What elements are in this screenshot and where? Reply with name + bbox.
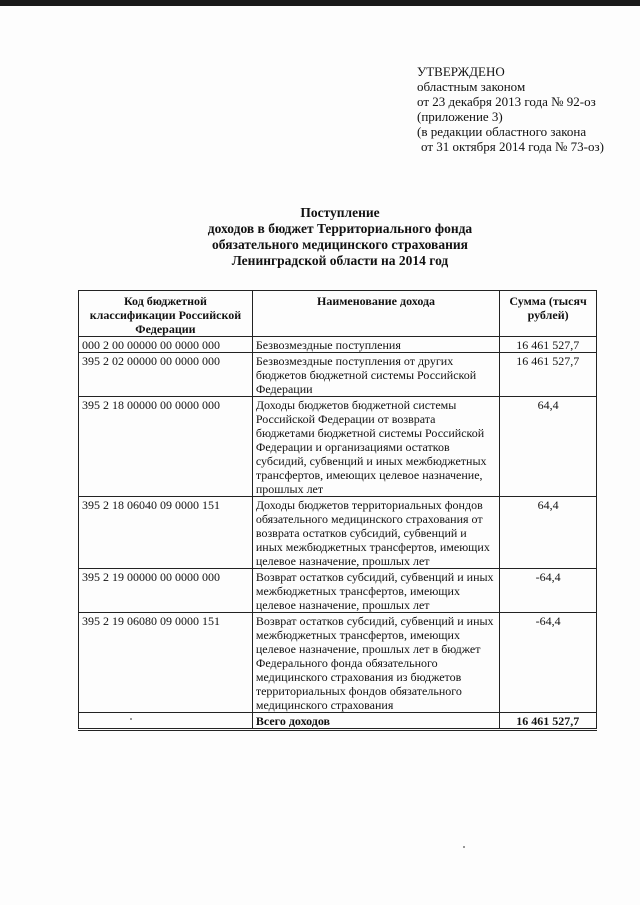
row-code: 395 2 19 00000 00 0000 000 [79, 569, 253, 613]
approval-line-2: областным законом [417, 79, 526, 94]
table-row [79, 397, 597, 497]
total-row [79, 713, 597, 730]
table-row [79, 569, 597, 613]
approval-line-3: от 23 декабря 2013 года № 92-оз [417, 94, 596, 109]
row-code: 395 2 18 00000 00 0000 000 [79, 397, 253, 497]
header-name: Наименование дохода [252, 291, 499, 337]
row-name: Возврат остатков субсидий, субвенций и иных межбюджетных трансфертов, имеющих целевое назначение, прошлых лет в бюджет Федерального фонда обязательного медицинского страхования из бюджетов территориальных фондов обязательного медицинского страхования [252, 613, 499, 713]
total-sum: 16 461 527,7 [500, 713, 597, 730]
approval-line-4: (приложение 3) [417, 109, 503, 124]
approval-line-6: от 31 октября 2014 года № 73-оз) [421, 139, 604, 154]
row-sum: 64,4 [500, 397, 597, 497]
row-name: Доходы бюджетов территориальных фондов обязательного медицинского страхования от возврата остатков субсидий, субвенций и иных межбюджетных трансфертов, имеющих целевое назначение, прошлых лет [252, 497, 499, 569]
header-sum: Сумма (тысяч рублей) [500, 291, 597, 337]
table-row [79, 613, 597, 713]
total-code [79, 713, 253, 730]
approval-line-5: (в редакции областного закона [417, 124, 587, 139]
row-code: 395 2 02 00000 00 0000 000 [79, 353, 253, 397]
row-code: 395 2 19 06080 09 0000 151 [79, 613, 253, 713]
row-name: Доходы бюджетов бюджетной системы Российской Федерации от возврата бюджетами бюджетной системы Российской Федерации и организациями остатков субсидий, субвенций и иных межбюджетных трансфертов, имеющих целевое назначение, прошлых лет [252, 397, 499, 497]
row-name: Безвозмездные поступления от других бюджетов бюджетной системы Российской Федерации [252, 353, 499, 397]
title-line-3: обязательного медицинского страхования [212, 237, 468, 252]
income-table [78, 290, 597, 731]
row-sum: -64,4 [500, 569, 597, 613]
total-label: Всего доходов [252, 713, 499, 730]
row-code: 395 2 18 06040 09 0000 151 [79, 497, 253, 569]
document-title [160, 205, 520, 269]
scan-speck [463, 846, 465, 848]
row-sum: -64,4 [500, 613, 597, 713]
row-name: Возврат остатков субсидий, субвенций и иных межбюджетных трансфертов, имеющих целевое назначение, прошлых лет [252, 569, 499, 613]
approval-line-1: УТВЕРЖДЕНО [417, 64, 505, 79]
approval-stamp [417, 64, 604, 154]
table-row [79, 337, 597, 353]
table-header-row [79, 291, 597, 337]
title-line-2: доходов в бюджет Территориального фонда [207, 221, 473, 236]
row-sum: 16 461 527,7 [500, 337, 597, 353]
table-row [79, 353, 597, 397]
row-name: Безвозмездные поступления [252, 337, 499, 353]
table-row [79, 497, 597, 569]
row-sum: 16 461 527,7 [500, 353, 597, 397]
title-line-1: Поступление [300, 205, 380, 220]
row-sum: 64,4 [500, 497, 597, 569]
title-line-4: Ленинградской области на 2014 год [231, 253, 449, 268]
header-code: Код бюджетной классификации Российской Федерации [79, 291, 253, 337]
row-code: 000 2 00 00000 00 0000 000 [79, 337, 253, 353]
scan-speck [130, 718, 132, 720]
scan-edge [0, 0, 640, 6]
